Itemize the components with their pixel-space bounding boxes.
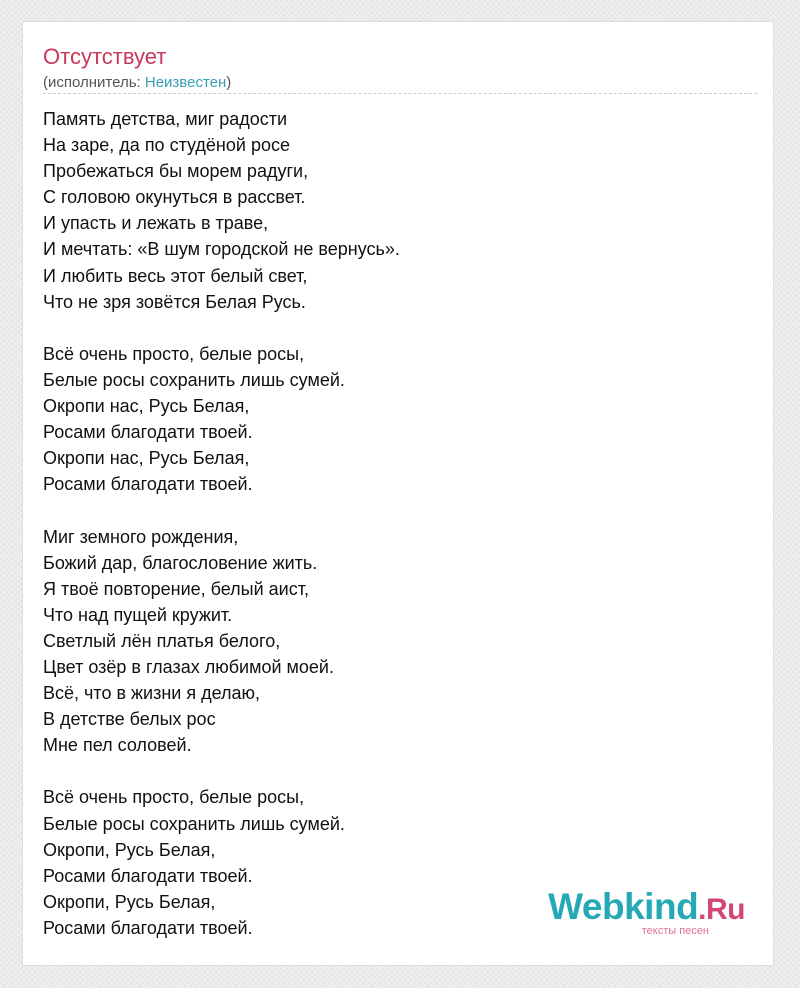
logo-wordmark [548,886,745,928]
logo-domain-suffix: .Ru [698,893,745,926]
header-divider [43,93,757,94]
lyrics-card [22,21,774,966]
song-title: Отсутствует [43,44,167,69]
artist-link[interactable]: Неизвестен [144,74,227,91]
lyrics-text: Память детства, миг радости На заре, да по студёной росе Пробежаться бы морем радуги, С головою окунуться в рассвет. И упасть и лежать в траве, И мечтать: «В шум городской не вернусь». И любить весь этот белый свет, Что не зря зовётся Белая Русь. Всё очень просто, белые росы, Белые росы сохранить лишь сумей. Окропи нас, Русь Белая, Росами благодати твоей. Окропи нас, Русь Белая, Росами благодати твоей. Миг земного рождения, Божий дар, благословение жить. Я твоё повторение, белый аист, Что над пущей кружит. Светлый лён платья белого, Цвет озёр в глазах любимой моей. Всё, что в жизни я делаю, В детстве белых рос Мне пел соловей. Всё очень просто, белые росы, Белые росы сохранить лишь сумей. Окропи, Русь Белая, Росами благодати твоей. Окропи, Русь Белая, Росами благодати твоей. [43,109,400,938]
artist-prefix: (исполнитель: [43,74,145,91]
artist-suffix: ) [226,74,232,91]
artist-line [43,74,231,92]
logo-tagline: тексты песен [641,925,709,937]
site-logo[interactable] [548,886,745,937]
logo-main-text: Webkind [548,886,699,927]
